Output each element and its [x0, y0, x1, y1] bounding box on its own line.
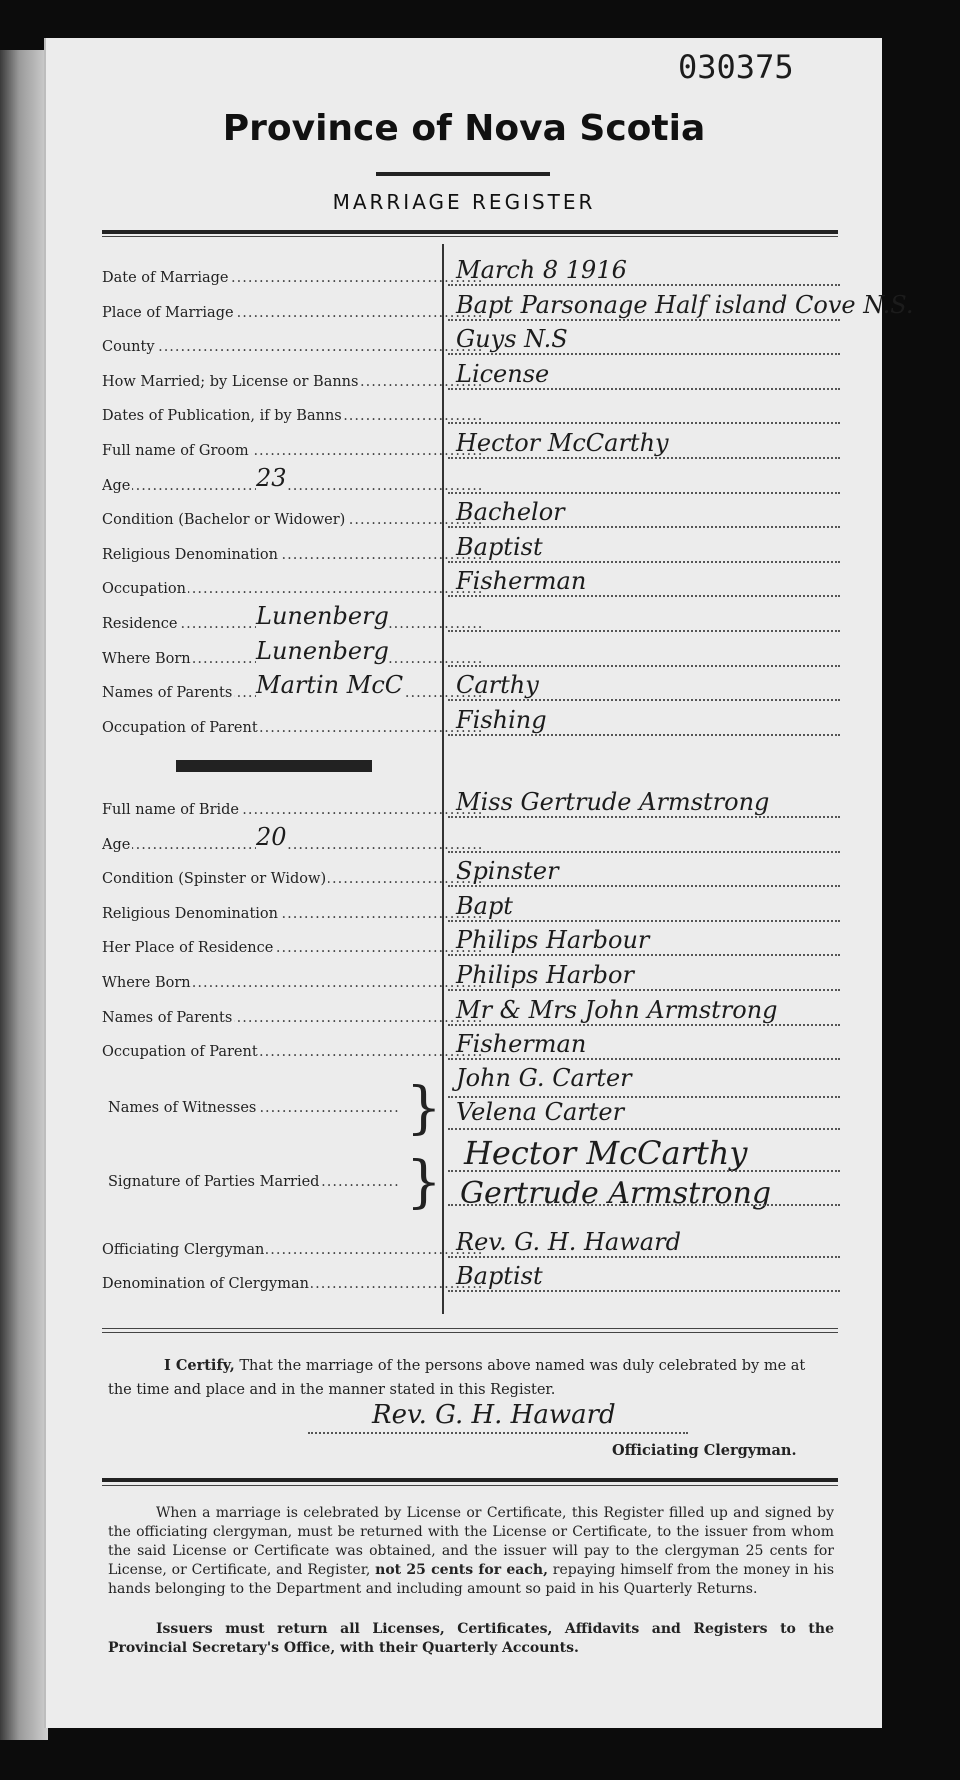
field-label: Where Born	[102, 650, 191, 667]
scan-edge	[0, 50, 48, 1740]
field-label: County	[102, 339, 155, 356]
field-label: Names of Parents	[102, 685, 233, 702]
stamp-number: 030375	[678, 48, 794, 86]
value-dots	[448, 410, 840, 424]
signature-groom: Hector McCarthy	[464, 1134, 748, 1172]
field-label-row	[102, 512, 482, 528]
field-label: Names of Parents	[102, 1009, 233, 1026]
signature-bride: Gertrude Armstrong	[460, 1176, 772, 1211]
field-value: Fisherman	[456, 567, 587, 596]
field-label: Condition (Bachelor or Widower)	[102, 512, 346, 529]
field-value: Hector McCarthy	[456, 429, 669, 457]
column-divider	[442, 244, 444, 1314]
field-label: Denomination of Clergyman	[102, 1276, 309, 1292]
witness-2: Velena Carter	[456, 1098, 625, 1126]
field-label-row	[102, 837, 482, 853]
footer-paragraph-2: Issuers must return all Licenses, Certificates, Affidavits and Registers to the Provincial Secretary's Office, with their Quarterly Accounts.	[108, 1621, 834, 1656]
field-label-row	[102, 940, 482, 956]
field-label: Dates of Publication, if by Banns	[102, 408, 342, 425]
field-label: Place of Marriage	[102, 304, 234, 321]
field-label: Religious Denomination	[102, 546, 278, 563]
header-rule	[102, 230, 838, 234]
page-subtitle: MARRIAGE REGISTER	[332, 190, 596, 214]
field-label-row	[102, 871, 482, 887]
field-value: Baptist	[456, 1262, 543, 1290]
field-value: Fishing	[456, 705, 547, 734]
field-label-row	[102, 547, 482, 563]
field-value: Bachelor	[456, 498, 565, 527]
field-label: Her Place of Residence	[102, 940, 274, 957]
field-value: Philips Harbour	[456, 926, 650, 955]
certify-rule	[102, 1328, 838, 1329]
field-value: Bapt Parsonage Half island Cove N.S.	[456, 290, 914, 319]
field-value: License	[456, 359, 550, 388]
footer-rule	[102, 1478, 838, 1482]
field-label-row	[102, 1276, 482, 1292]
register-sheet	[44, 38, 914, 1728]
footer-text-bold: not 25 cents for each,	[375, 1562, 548, 1578]
field-label: Religious Denomination	[102, 905, 278, 922]
signatures-brace: }	[406, 1150, 442, 1215]
field-label-row	[102, 906, 482, 922]
field-label: Occupation of Parent	[102, 719, 258, 736]
field-label-row	[102, 1044, 482, 1060]
field-value: Fisherman	[456, 1030, 587, 1059]
footer-text-b: repaying himself from the money in his hands belonging to the Department and including amount so paid in his Quarterly Returns.	[108, 1562, 835, 1597]
field-label-row	[102, 339, 482, 355]
field-value: Carthy	[456, 671, 539, 700]
field-value: Philips Harbor	[456, 961, 634, 989]
certify-signature: Rev. G. H. Haward	[372, 1400, 616, 1430]
value-dots	[448, 839, 840, 853]
field-label-row	[102, 1242, 482, 1258]
field-label: Occupation	[102, 581, 186, 598]
field-value: Baptist	[456, 532, 543, 561]
footer-rule-thin	[102, 1485, 838, 1486]
field-label-row	[102, 1010, 482, 1026]
header-rule-thin	[102, 236, 838, 237]
field-left-value: 20	[256, 822, 287, 851]
field-label: Occupation of Parent	[102, 1044, 258, 1061]
field-value: Rev. G. H. Haward	[456, 1228, 681, 1256]
witnesses-brace: }	[406, 1076, 442, 1141]
footer-paragraph-1	[108, 1504, 834, 1599]
certify-rule-2	[102, 1332, 838, 1333]
field-left-value: Lunenberg	[256, 602, 389, 630]
field-label: Residence	[102, 616, 178, 632]
field-label-row	[102, 443, 482, 459]
field-value: Bapt	[456, 891, 513, 920]
certify-lead: I Certify,	[164, 1357, 235, 1374]
field-value: Spinster	[456, 857, 559, 886]
field-value: Mr & Mrs John Armstrong	[456, 995, 778, 1024]
field-label: Full name of Bride	[102, 802, 239, 818]
field-left-value: Martin McC	[256, 671, 404, 700]
witness-1: John G. Carter	[456, 1064, 632, 1092]
certify-paragraph	[108, 1354, 828, 1402]
field-label: Where Born	[102, 975, 191, 991]
field-label-row	[102, 802, 482, 818]
field-label-row	[102, 270, 482, 286]
section-separator-bar	[176, 760, 372, 772]
field-label-row	[102, 975, 482, 991]
field-label-row	[102, 720, 482, 736]
field-label: Full name of Groom	[102, 443, 249, 459]
title-rule	[376, 172, 550, 176]
field-left-value: Lunenberg	[256, 636, 389, 665]
field-value: Miss Gertrude Armstrong	[456, 788, 770, 816]
field-label-row	[102, 478, 482, 494]
field-label: How Married; by License or Banns	[102, 373, 359, 390]
field-label-row	[102, 408, 482, 424]
certify-text: That the marriage of the persons above named was duly celebrated by me at the time and place and in the manner stated in this Register.	[108, 1358, 806, 1398]
field-label-row	[102, 581, 482, 597]
field-label: Officiating Clergyman	[102, 1242, 265, 1258]
field-label-row	[102, 305, 482, 321]
field-left-value: 23	[256, 463, 287, 492]
field-label: Age	[102, 836, 131, 853]
certify-signature-dots	[308, 1432, 688, 1434]
field-label: Age	[102, 477, 131, 494]
value-dots	[448, 480, 840, 494]
field-value: Guys N.S	[456, 325, 568, 354]
field-label-row	[102, 374, 482, 390]
witnesses-label: Names of Witnesses	[108, 1100, 257, 1116]
field-label: Condition (Spinster or Widow)	[102, 871, 327, 888]
footer-text-a: When a marriage is celebrated by License or Certificate, this Register filled up and signed by the officiating clergyman, must be returned with the License or Certificate, to the issuer from whom the said License or Certificate was obtained, and the issuer will pay to the clergyman 25 cents for License, or Certificate, and Register,	[108, 1505, 834, 1578]
value-dots	[448, 618, 840, 632]
page-title: Province of Nova Scotia	[222, 108, 706, 149]
value-dots	[448, 653, 840, 667]
field-label: Date of Marriage	[102, 270, 229, 286]
certify-caption: Officiating Clergyman.	[612, 1442, 797, 1459]
signatures-label: Signature of Parties Married	[108, 1174, 320, 1190]
field-value: March 8 1916	[456, 256, 627, 284]
